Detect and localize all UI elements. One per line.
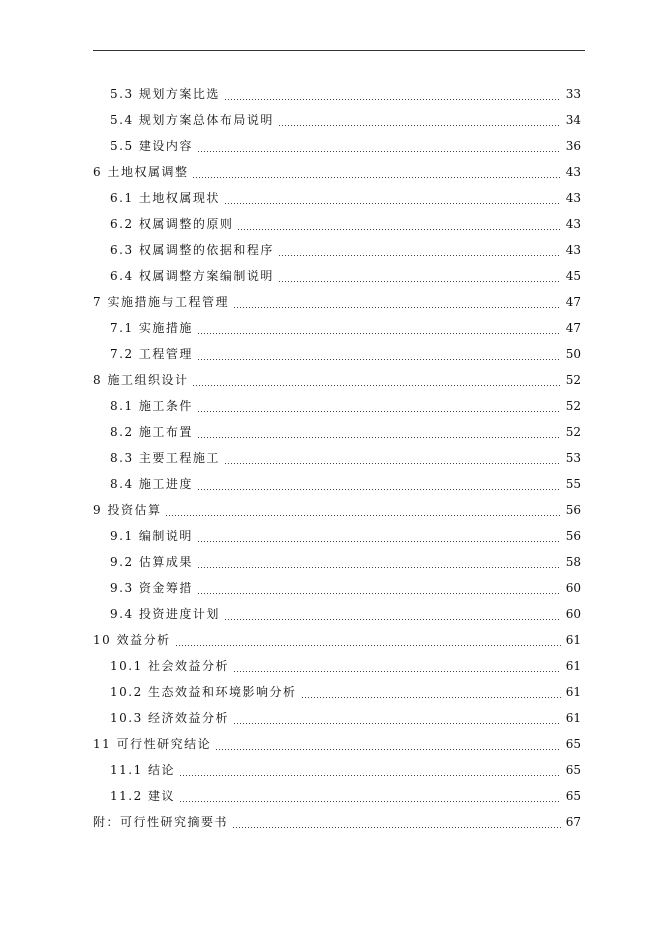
toc-entry-page-number: 61	[565, 659, 581, 673]
toc-entry-page-number: 50	[565, 347, 581, 361]
toc-entry-page-number: 61	[565, 633, 581, 647]
toc-entry-title: 11 可行性研究结论	[93, 737, 212, 751]
toc-entry-page-number: 65	[565, 737, 581, 751]
toc-section-entry[interactable]	[0, 211, 662, 237]
toc-dot-leader	[197, 554, 561, 570]
toc-dot-leader	[278, 112, 561, 128]
toc-entry-title: 11.1 结论	[110, 763, 176, 777]
toc-dot-leader	[179, 762, 561, 778]
toc-section-entry[interactable]	[0, 679, 662, 705]
toc-entry-title: 5.5 建设内容	[110, 139, 193, 153]
toc-entry-page-number: 56	[565, 529, 581, 543]
toc-section-entry[interactable]	[0, 81, 662, 107]
toc-entry-title: 9 投资估算	[93, 503, 162, 517]
toc-entry-page-number: 45	[565, 269, 581, 283]
toc-dot-leader	[278, 268, 561, 284]
header-rule	[93, 50, 585, 51]
toc-dot-leader	[224, 86, 561, 102]
toc-dot-leader	[301, 684, 561, 700]
toc-entry-title: 6.2 权属调整的原则	[110, 217, 234, 231]
toc-entry-page-number: 65	[565, 763, 581, 777]
toc-entry-page-number: 60	[565, 581, 581, 595]
toc-chapter-entry[interactable]	[0, 159, 662, 185]
toc-dot-leader	[165, 502, 560, 518]
toc-dot-leader	[233, 710, 561, 726]
toc-entry-page-number: 43	[565, 165, 581, 179]
toc-dot-leader	[224, 190, 561, 206]
toc-section-entry[interactable]	[0, 185, 662, 211]
toc-entry-title: 6.3 权属调整的依据和程序	[110, 243, 274, 257]
toc-entry-page-number: 65	[565, 789, 581, 803]
toc-dot-leader	[197, 346, 561, 362]
toc-entry-page-number: 43	[565, 191, 581, 205]
toc-entry-title: 5.3 规划方案比选	[110, 87, 220, 101]
toc-entry-title: 8 施工组织设计	[93, 373, 189, 387]
toc-entry-title: 5.4 规划方案总体布局说明	[110, 113, 274, 127]
toc-section-entry[interactable]	[0, 237, 662, 263]
toc-entry-title: 11.2 建议	[110, 789, 176, 803]
toc-entry-title: 10.2 生态效益和环境影响分析	[110, 685, 297, 699]
toc-entry-page-number: 47	[565, 321, 581, 335]
toc-entry-title: 7.2 工程管理	[110, 347, 193, 361]
toc-dot-leader	[232, 814, 561, 830]
toc-section-entry[interactable]	[0, 549, 662, 575]
toc-entry-page-number: 52	[565, 399, 581, 413]
toc-entry-page-number: 61	[565, 711, 581, 725]
toc-dot-leader	[192, 372, 560, 388]
toc-entry-page-number: 60	[565, 607, 581, 621]
toc-entry-page-number: 53	[565, 451, 581, 465]
toc-entry-title: 6 土地权属调整	[93, 165, 189, 179]
toc-dot-leader	[197, 320, 561, 336]
toc-chapter-entry[interactable]	[0, 289, 662, 315]
toc-chapter-entry[interactable]	[0, 367, 662, 393]
toc-entry-page-number: 58	[565, 555, 581, 569]
toc-entry-title: 附：可行性研究摘要书	[93, 815, 229, 829]
toc-chapter-entry[interactable]	[0, 809, 662, 835]
toc-section-entry[interactable]	[0, 601, 662, 627]
toc-entry-title: 9.4 投资进度计划	[110, 607, 220, 621]
toc-section-entry[interactable]	[0, 107, 662, 133]
toc-dot-leader	[197, 528, 561, 544]
toc-section-entry[interactable]	[0, 783, 662, 809]
toc-entry-page-number: 43	[565, 217, 581, 231]
table-of-contents	[0, 81, 662, 835]
toc-section-entry[interactable]	[0, 523, 662, 549]
toc-dot-leader	[224, 606, 561, 622]
toc-dot-leader	[197, 476, 561, 492]
toc-section-entry[interactable]	[0, 445, 662, 471]
toc-section-entry[interactable]	[0, 419, 662, 445]
toc-entry-page-number: 61	[565, 685, 581, 699]
toc-chapter-entry[interactable]	[0, 731, 662, 757]
toc-entry-page-number: 56	[565, 503, 581, 517]
toc-section-entry[interactable]	[0, 757, 662, 783]
toc-entry-page-number: 36	[565, 139, 581, 153]
toc-entry-title: 10.1 社会效益分析	[110, 659, 230, 673]
toc-entry-title: 10 效益分析	[93, 633, 171, 647]
toc-dot-leader	[224, 450, 561, 466]
toc-entry-title: 9.2 估算成果	[110, 555, 193, 569]
toc-section-entry[interactable]	[0, 315, 662, 341]
toc-dot-leader	[192, 164, 560, 180]
toc-dot-leader	[197, 138, 561, 154]
toc-dot-leader	[175, 632, 561, 648]
toc-entry-title: 10.3 经济效益分析	[110, 711, 230, 725]
toc-entry-title: 8.1 施工条件	[110, 399, 193, 413]
toc-entry-page-number: 43	[565, 243, 581, 257]
toc-section-entry[interactable]	[0, 653, 662, 679]
toc-dot-leader	[215, 736, 561, 752]
toc-entry-page-number: 34	[565, 113, 581, 127]
toc-entry-title: 9.3 资金筹措	[110, 581, 193, 595]
toc-entry-title: 8.2 施工布置	[110, 425, 193, 439]
toc-dot-leader	[197, 398, 561, 414]
toc-entry-title: 8.3 主要工程施工	[110, 451, 220, 465]
toc-section-entry[interactable]	[0, 263, 662, 289]
toc-dot-leader	[197, 424, 561, 440]
toc-dot-leader	[233, 658, 561, 674]
toc-dot-leader	[237, 216, 560, 232]
toc-entry-page-number: 55	[565, 477, 581, 491]
toc-section-entry[interactable]	[0, 133, 662, 159]
toc-entry-title: 7.1 实施措施	[110, 321, 193, 335]
toc-chapter-entry[interactable]	[0, 497, 662, 523]
toc-chapter-entry[interactable]	[0, 627, 662, 653]
toc-section-entry[interactable]	[0, 575, 662, 601]
toc-entry-title: 7 实施措施与工程管理	[93, 295, 229, 309]
toc-entry-title: 9.1 编制说明	[110, 529, 193, 543]
toc-dot-leader	[197, 580, 561, 596]
toc-entry-title: 8.4 施工进度	[110, 477, 193, 491]
toc-entry-page-number: 67	[565, 815, 581, 829]
toc-section-entry[interactable]	[0, 393, 662, 419]
toc-dot-leader	[233, 294, 561, 310]
toc-dot-leader	[179, 788, 561, 804]
toc-dot-leader	[278, 242, 561, 258]
toc-entry-page-number: 33	[565, 87, 581, 101]
toc-section-entry[interactable]	[0, 471, 662, 497]
toc-entry-title: 6.4 权属调整方案编制说明	[110, 269, 274, 283]
toc-section-entry[interactable]	[0, 705, 662, 731]
toc-entry-page-number: 52	[565, 425, 581, 439]
toc-entry-page-number: 47	[565, 295, 581, 309]
toc-section-entry[interactable]	[0, 341, 662, 367]
toc-entry-title: 6.1 土地权属现状	[110, 191, 220, 205]
toc-entry-page-number: 52	[565, 373, 581, 387]
